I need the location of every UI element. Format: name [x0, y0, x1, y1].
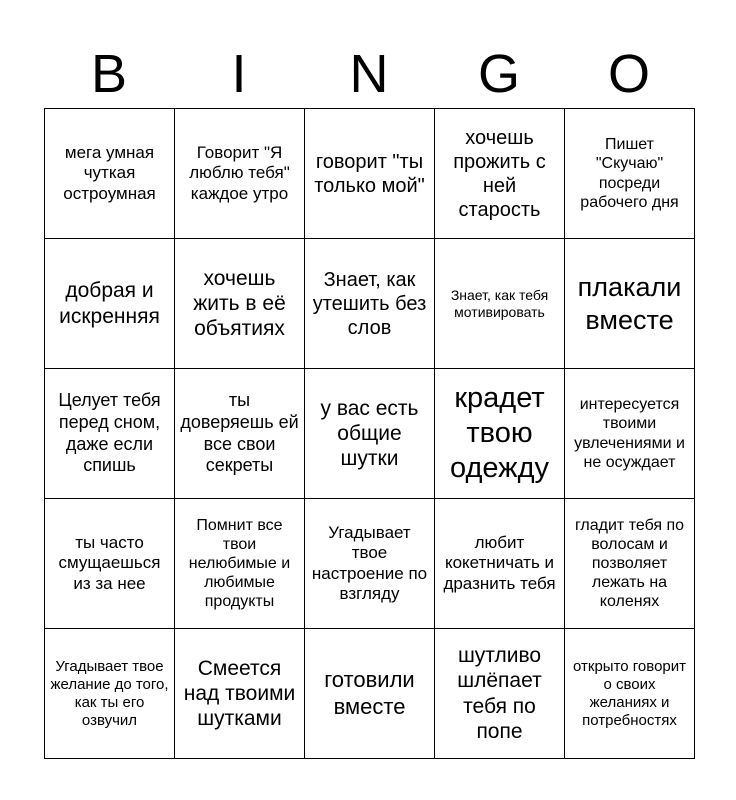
bingo-cell[interactable]: хочешь жить в её объятиях — [175, 239, 305, 369]
header-letter-g: G — [477, 44, 520, 104]
header-letter-n: N — [349, 44, 389, 104]
bingo-row — [45, 369, 695, 499]
bingo-cell[interactable]: шутливо шлёпает тебя по попе — [435, 629, 565, 759]
bingo-cell[interactable]: Пишет "Скучаю" посреди рабочего дня — [565, 109, 695, 239]
bingo-cell[interactable]: интересуется твоими увлечениями и не осуждает — [565, 369, 695, 499]
header-letter-b: B — [90, 44, 128, 104]
bingo-cell[interactable]: говорит "ты только мой" — [305, 109, 435, 239]
bingo-cell[interactable]: Смеется над твоими шутками — [175, 629, 305, 759]
bingo-card — [44, 108, 695, 759]
bingo-cell[interactable]: плакали вместе — [565, 239, 695, 369]
bingo-cell[interactable]: ты доверяешь ей все свои секреты — [175, 369, 305, 499]
bingo-cell[interactable]: готовили вместе — [305, 629, 435, 759]
bingo-cell[interactable]: добрая и искренняя — [45, 239, 175, 369]
header-letter-o: O — [607, 44, 650, 104]
bingo-cell[interactable]: Угадывает твое настроение по взгляду — [305, 499, 435, 629]
bingo-cell[interactable]: крадет твою одежду — [435, 369, 565, 499]
bingo-cell[interactable]: гладит тебя по волосам и позволяет лежать на коленях — [565, 499, 695, 629]
header-letter-i: I — [231, 44, 247, 104]
bingo-cell[interactable]: Угадывает твое желание до того, как ты его озвучил — [45, 629, 175, 759]
bingo-cell[interactable]: любит кокетничать и дразнить тебя — [435, 499, 565, 629]
bingo-cell[interactable]: мега умная чуткая остроумная — [45, 109, 175, 239]
bingo-cell[interactable]: открыто говорит о своих желаниях и потребностях — [565, 629, 695, 759]
bingo-row — [45, 629, 695, 759]
bingo-cell[interactable]: Знает, как утешить без слов — [305, 239, 435, 369]
bingo-header — [44, 42, 694, 106]
bingo-cell[interactable]: Помнит все твои нелюбимые и любимые продукты — [175, 499, 305, 629]
bingo-cell[interactable]: Говорит "Я люблю тебя" каждое утро — [175, 109, 305, 239]
bingo-row — [45, 109, 695, 239]
bingo-cell[interactable]: Целует тебя перед сном, даже если спишь — [45, 369, 175, 499]
bingo-cell[interactable]: хочешь прожить с ней старость — [435, 109, 565, 239]
bingo-cell[interactable]: ты часто смущаешься из за нее — [45, 499, 175, 629]
bingo-row — [45, 499, 695, 629]
bingo-cell[interactable]: Знает, как тебя мотивировать — [435, 239, 565, 369]
bingo-row — [45, 239, 695, 369]
bingo-cell[interactable]: у вас есть общие шутки — [305, 369, 435, 499]
